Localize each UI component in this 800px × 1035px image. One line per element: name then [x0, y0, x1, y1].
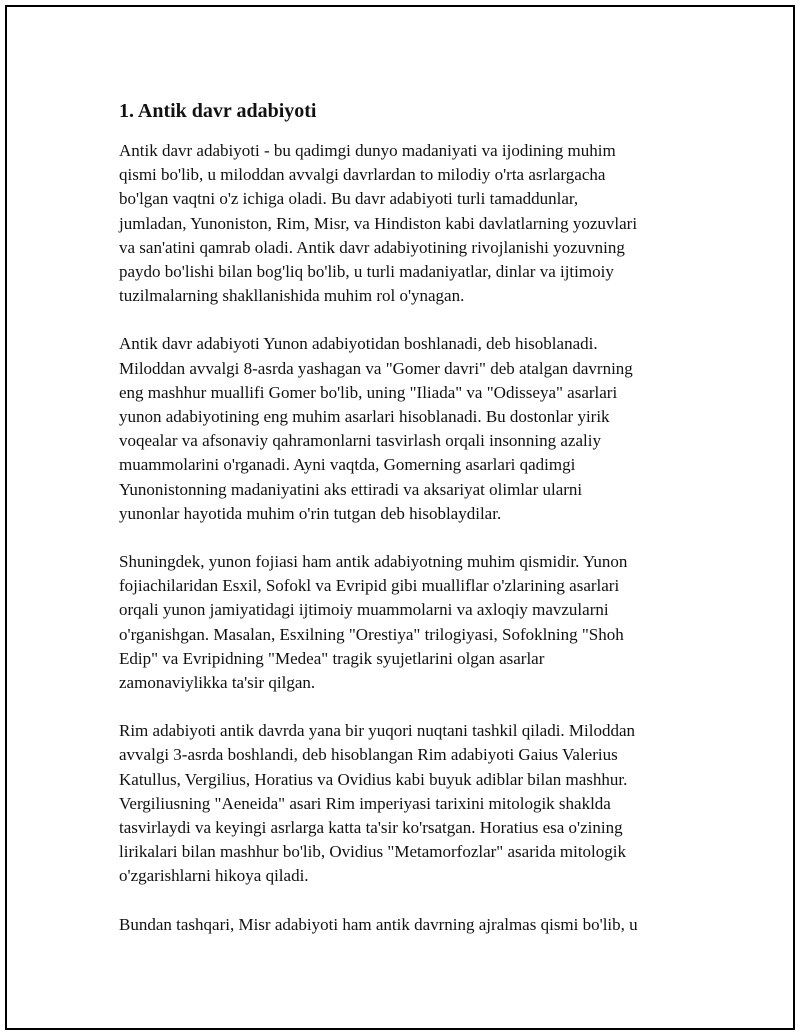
paragraph: Antik davr adabiyoti Yunon adabiyotidan boshlanadi, deb hisoblanadi. Miloddan avvalgi 8-asrda yashagan va "Gomer davri" deb atalgan davrning eng mashhur muallifi Gomer bo'lib, uning "Iliada" va "Odisseya" asarlari yunon adabiyotining eng muhim asarlari hisoblanadi. Bu dostonlar yirik voqealar va afsonaviy qahramonlarni tasvirlash orqali insonning azaliy muammolarini o'rganadi. Ayni vaqtda, Gomerning asarlari qadimgi Yunonistonning madaniyatini aks ettiradi va aksariyat olimlar ularni yunonlar hayotida muhim o'rin tutgan deb hisoblaydilar.: [119, 334, 633, 523]
paragraph: Shuningdek, yunon fojiasi ham antik adabiyotning muhim qismidir. Yunon fojiachilaridan Esxil, Sofokl va Evripid gibi mualliflar o'zlarining asarlari orqali yunon jamiyatidagi ijtimoiy muammolarni va axloqiy mavzularni o'rganishgan. Masalan, Esxilning "Orestiya" trilogiyasi, Sofoklning "Shoh Edip" va Evripidning "Medea" tragik syujetlarini olgan asarlar zamonaviylikka ta'sir qilgan.: [119, 552, 628, 693]
section-title: 1. Antik davr adabiyoti: [119, 100, 317, 122]
page-frame: [5, 5, 795, 1030]
paragraph: Rim adabiyoti antik davrda yana bir yuqori nuqtani tashkil qiladi. Miloddan avvalgi 3-asrda boshlandi, deb hisoblangan Rim adabiyoti Gaius Valerius Katullus, Vergilius, Horatius va Ovidius kabi buyuk adiblar bilan mashhur. Vergiliusning "Aeneida" asari Rim imperiyasi tarixini mitologik shaklda tasvirlaydi va keyingi asrlarga katta ta'sir ko'rsatgan. Horatius esa o'zining lirikalari bilan mashhur bo'lib, Ovidius "Metamorfozlar" asarida mitologik o'zgarishlarni hikoya qiladi.: [119, 721, 636, 886]
paragraph: Antik davr adabiyoti - bu qadimgi dunyo madaniyati va ijodining muhim qismi bo'lib, u miloddan avvalgi davrlardan to milodiy o'rta asrlargacha bo'lgan vaqtni o'z ichiga oladi. Bu davr adabiyoti turli tamaddunlar, jumladan, Yunoniston, Rim, Misr, va Hindiston kabi davlatlarning yozuvlari va san'atini qamrab oladi. Antik davr adabiyotining rivojlanishi yozuvning paydo bo'lishi bilan bog'liq bo'lib, u turli madaniyatlar, dinlar va ijtimoiy tuzilmalarning shakllanishida muhim rol o'ynagan.: [119, 141, 638, 306]
document-body: [119, 97, 709, 961]
paragraph: Bundan tashqari, Misr adabiyoti ham antik davrning ajralmas qismi bo'lib, u: [119, 914, 638, 934]
